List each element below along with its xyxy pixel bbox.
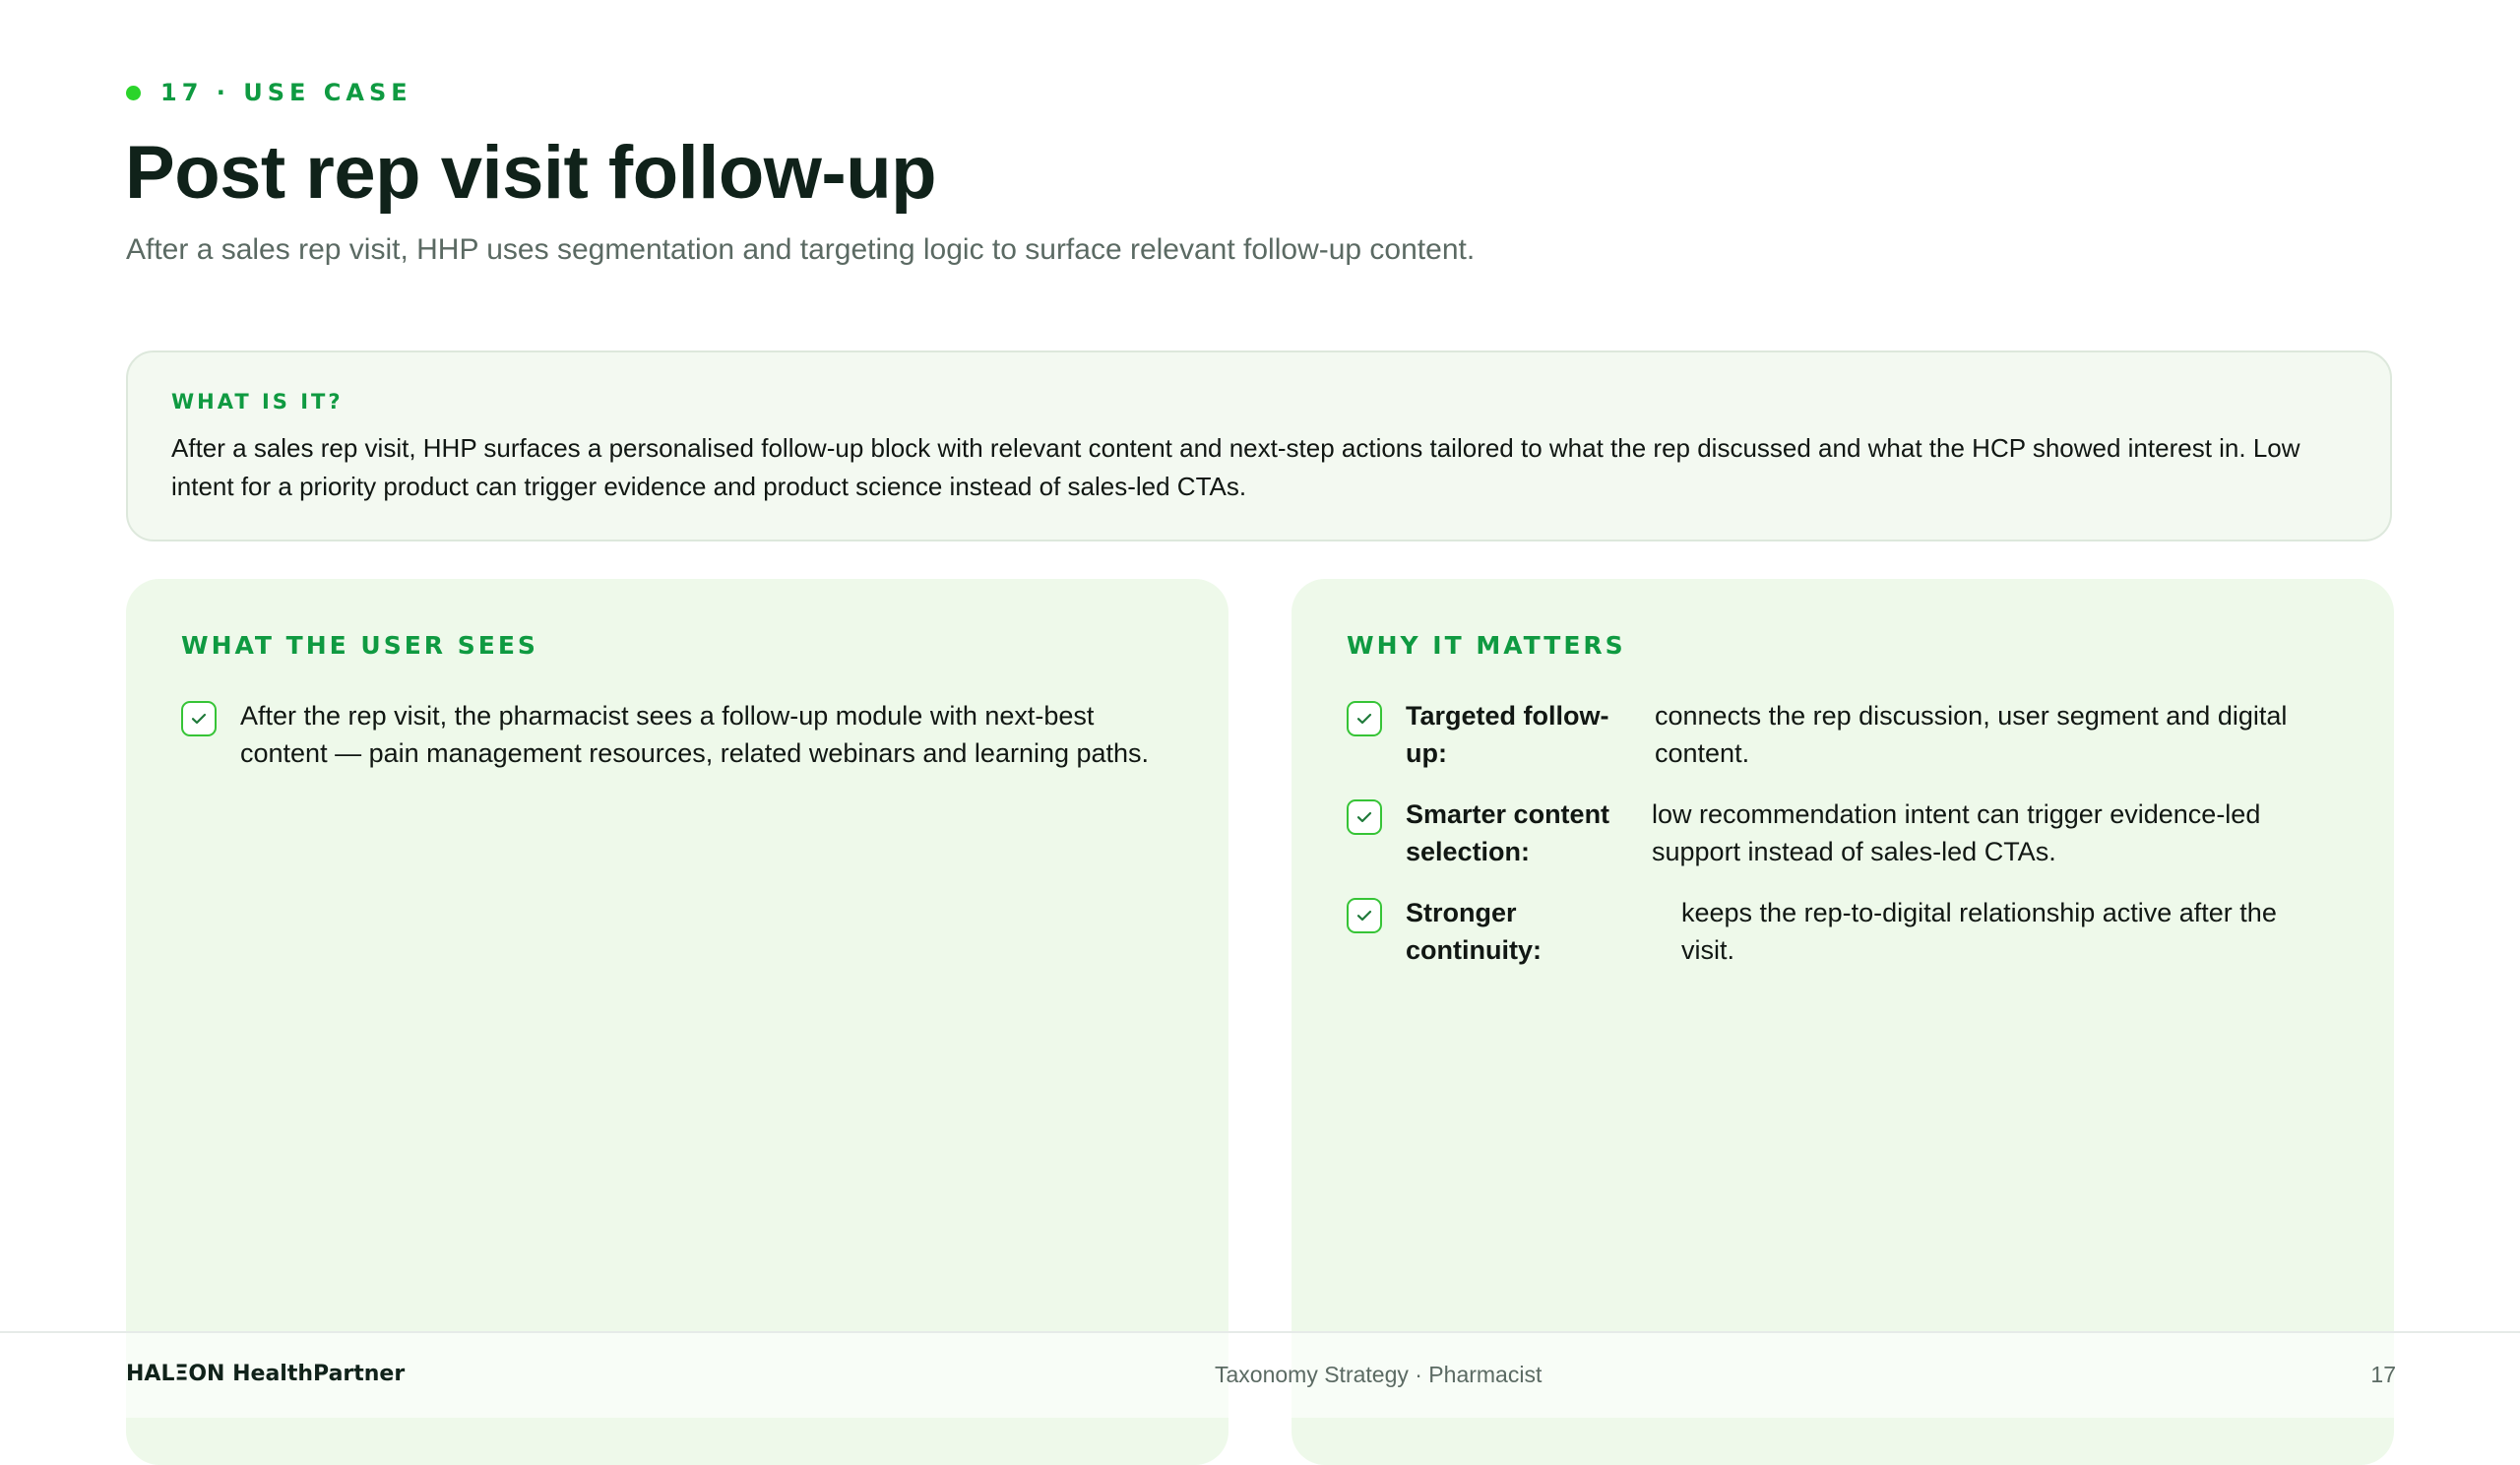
check-icon (181, 701, 217, 736)
user-sees-list (181, 697, 1173, 772)
why-item-desc: low recommendation intent can trigger evidence-led support instead of sales-led CTAs. (1652, 799, 2261, 866)
why-matters-label: WHY IT MATTERS (1347, 631, 1626, 660)
check-icon (1347, 701, 1382, 736)
footer-brand-logo: HALΞON HealthPartner (126, 1362, 406, 1386)
why-item-desc: keeps the rep-to-digital relationship active after the visit. (1681, 898, 2277, 965)
why-item-term: Smarter content selection: (1406, 799, 1610, 866)
check-icon (1347, 898, 1382, 933)
what-is-it-label: WHAT IS IT? (171, 390, 344, 414)
what-is-it-text: After a sales rep visit, HHP surfaces a personalised follow-up block with relevant content and next-step actions tailored to what the rep discussed and what the HCP showed interest in. Low intent for a priority product can trigger evidence and product science instead of sales-led CTAs. (171, 433, 2300, 501)
list-item (1347, 697, 2339, 772)
user-sees-item-text: After the rep visit, the pharmacist sees a follow-up module with next-best content — pain management resources, related webinars and learning paths. (240, 701, 1150, 768)
list-item (1347, 894, 2339, 969)
why-item-term: Stronger continuity: (1406, 898, 1542, 965)
footer-page-number: 17 (2370, 1362, 2396, 1387)
why-matters-list (1347, 697, 2339, 969)
list-item (1347, 796, 2339, 870)
why-item-term: Targeted follow-up: (1406, 701, 1609, 768)
user-sees-label: WHAT THE USER SEES (181, 631, 538, 660)
check-icon (1347, 799, 1382, 835)
why-item-desc: connects the rep discussion, user segment and digital content. (1655, 701, 2288, 768)
page-title: Post rep visit follow-up (125, 131, 937, 215)
eyebrow-dot-icon (126, 86, 141, 100)
footer-title: Taxonomy Strategy · Pharmacist (1215, 1362, 1543, 1387)
page-subtitle: After a sales rep visit, HHP uses segmentation and targeting logic to surface relevant follow-up content. (126, 233, 1476, 266)
eyebrow (126, 79, 412, 106)
what-is-it-box (126, 350, 2392, 541)
list-item (181, 697, 1173, 772)
eyebrow-label: 17 · USE CASE (160, 79, 412, 106)
